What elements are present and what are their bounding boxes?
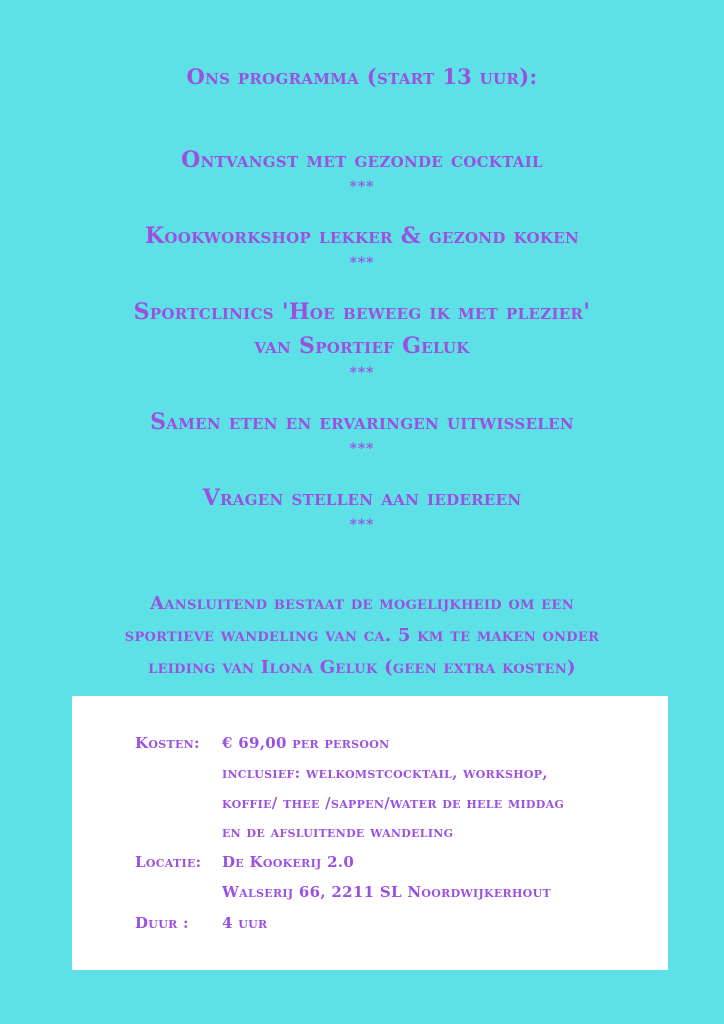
location-address: Walserij 66, 2211 SL Noordwijkerhout (222, 883, 551, 901)
costs-included-line: koffie/ thee /sappen/water de hele middag (222, 794, 565, 812)
location-name: De Kookerij 2.0 (222, 853, 355, 871)
program-item-workshop: Kookworkshop lekker & gezond koken (144, 223, 580, 249)
intro-line: leiding van Ilona Geluk (geen extra kosten) (148, 657, 576, 678)
location-label: Locatie: (135, 853, 202, 871)
program-separator: *** (349, 255, 375, 271)
intro-paragraph (40, 588, 684, 684)
costs-included-line: inclusief: welkomstcocktail, workshop, (222, 764, 548, 782)
program-separator: *** (349, 365, 375, 381)
program-item-dinner: Samen eten en ervaringen uitwisselen (150, 409, 574, 435)
program-separator: *** (349, 441, 375, 457)
costs-price: € 69,00 per persoon (222, 734, 390, 752)
duration-value: 4 uur (222, 914, 268, 932)
program-item-reception: Ontvangst met gezonde cocktail (181, 147, 543, 173)
costs-included-line: en de afsluitende wandeling (222, 823, 454, 841)
program-list (0, 143, 724, 557)
intro-line: sportieve wandeling van ca. 5 km te maken onder (124, 625, 600, 646)
program-separator: *** (349, 517, 375, 533)
program-item-sportclinics-provider: van Sportief Geluk (254, 333, 470, 359)
program-item-questions: Vragen stellen aan iedereen (202, 485, 522, 511)
duration-label: Duur : (135, 914, 189, 932)
details-card (72, 696, 668, 970)
program-separator: *** (349, 179, 375, 195)
intro-line: Aansluitend bestaat de mogelijkheid om een (150, 593, 574, 614)
costs-label: Kosten: (135, 734, 200, 752)
page-title: Ons programma (start 13 uur): (186, 64, 538, 89)
program-item-sportclinics: Sportclinics 'Hoe beweeg ik met plezier' (133, 299, 591, 325)
